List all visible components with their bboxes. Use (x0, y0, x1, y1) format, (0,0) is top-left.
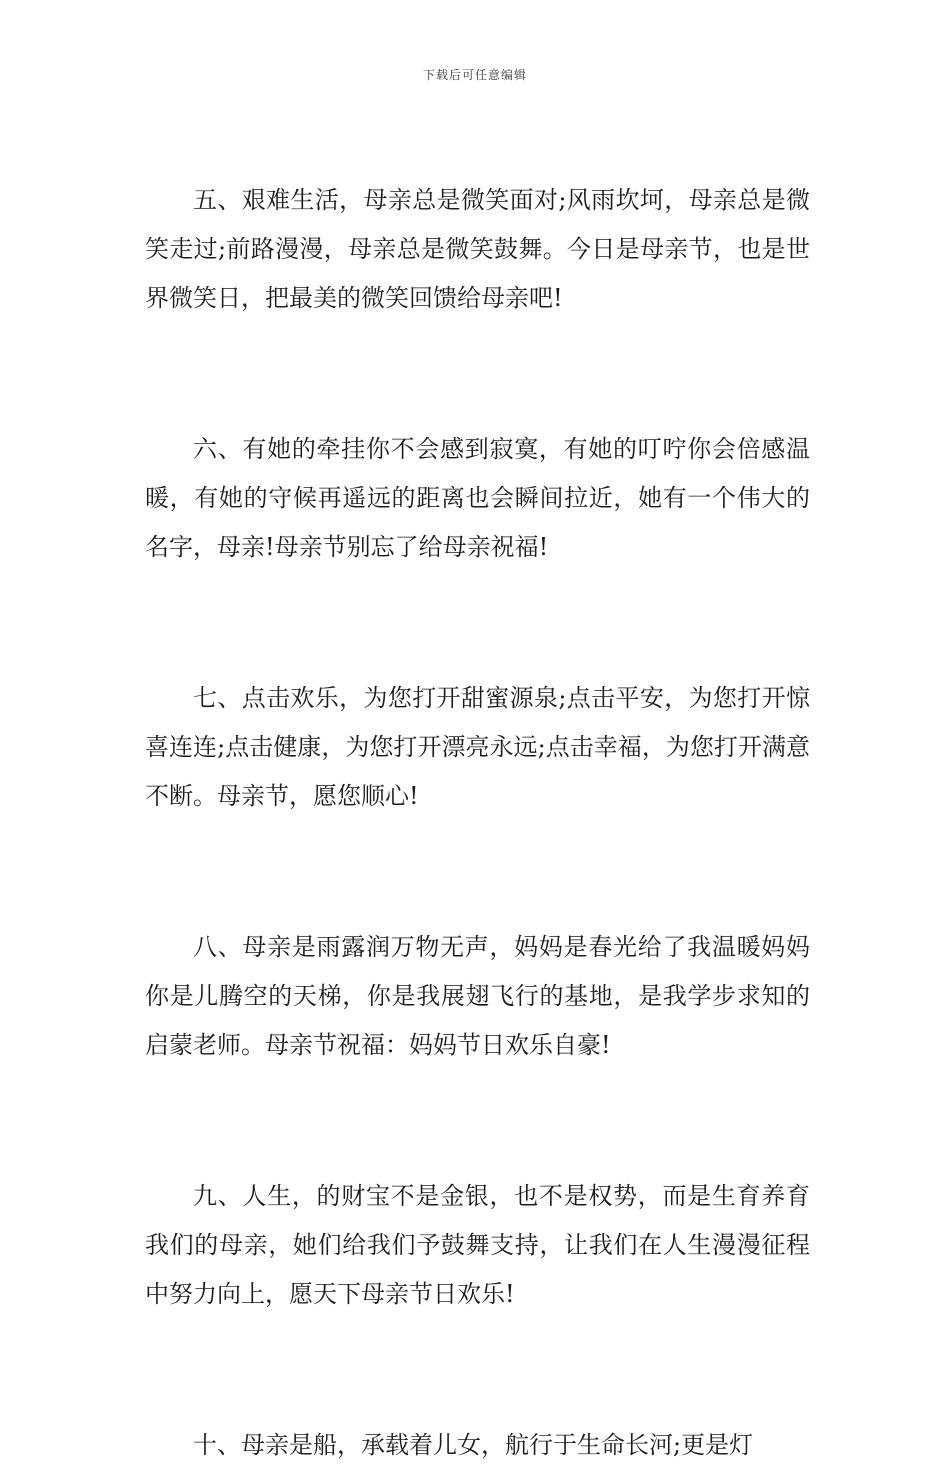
paragraph-6: 六、有她的牵挂你不会感到寂寞，有她的叮咛你会倍感温暖，有她的守候再遥远的距离也会瞬间拉近，她有一个伟大的名字，母亲!母亲节别忘了给母亲祝福! (145, 435, 810, 561)
document-body (145, 176, 810, 1470)
paragraph-5: 五、艰难生活，母亲总是微笑面对;风雨坎坷，母亲总是微笑走过;前路漫漫，母亲总是微笑鼓舞。今日是母亲节，也是世界微笑日，把最美的微笑回馈给母亲吧! (145, 186, 810, 312)
paragraph-8: 八、母亲是雨露润万物无声，妈妈是春光给了我温暖妈妈你是儿腾空的天梯，你是我展翅飞行的基地，是我学步求知的启蒙老师。母亲节祝福：妈妈节日欢乐自豪! (145, 933, 810, 1059)
paragraph-9: 九、人生，的财宝不是金银，也不是权势，而是生育养育我们的母亲，她们给我们予鼓舞支持，让我们在人生漫漫征程中努力向上，愿天下母亲节日欢乐! (145, 1182, 810, 1308)
paragraph-7: 七、点击欢乐，为您打开甜蜜源泉;点击平安，为您打开惊喜连连;点击健康，为您打开漂亮永远;点击幸福，为您打开满意不断。母亲节，愿您顺心! (145, 684, 810, 810)
paragraph-10: 十、母亲是船，承载着儿女，航行于生命长河;更是灯 (193, 1431, 754, 1459)
page-header: 下载后可任意编辑 (422, 68, 527, 82)
